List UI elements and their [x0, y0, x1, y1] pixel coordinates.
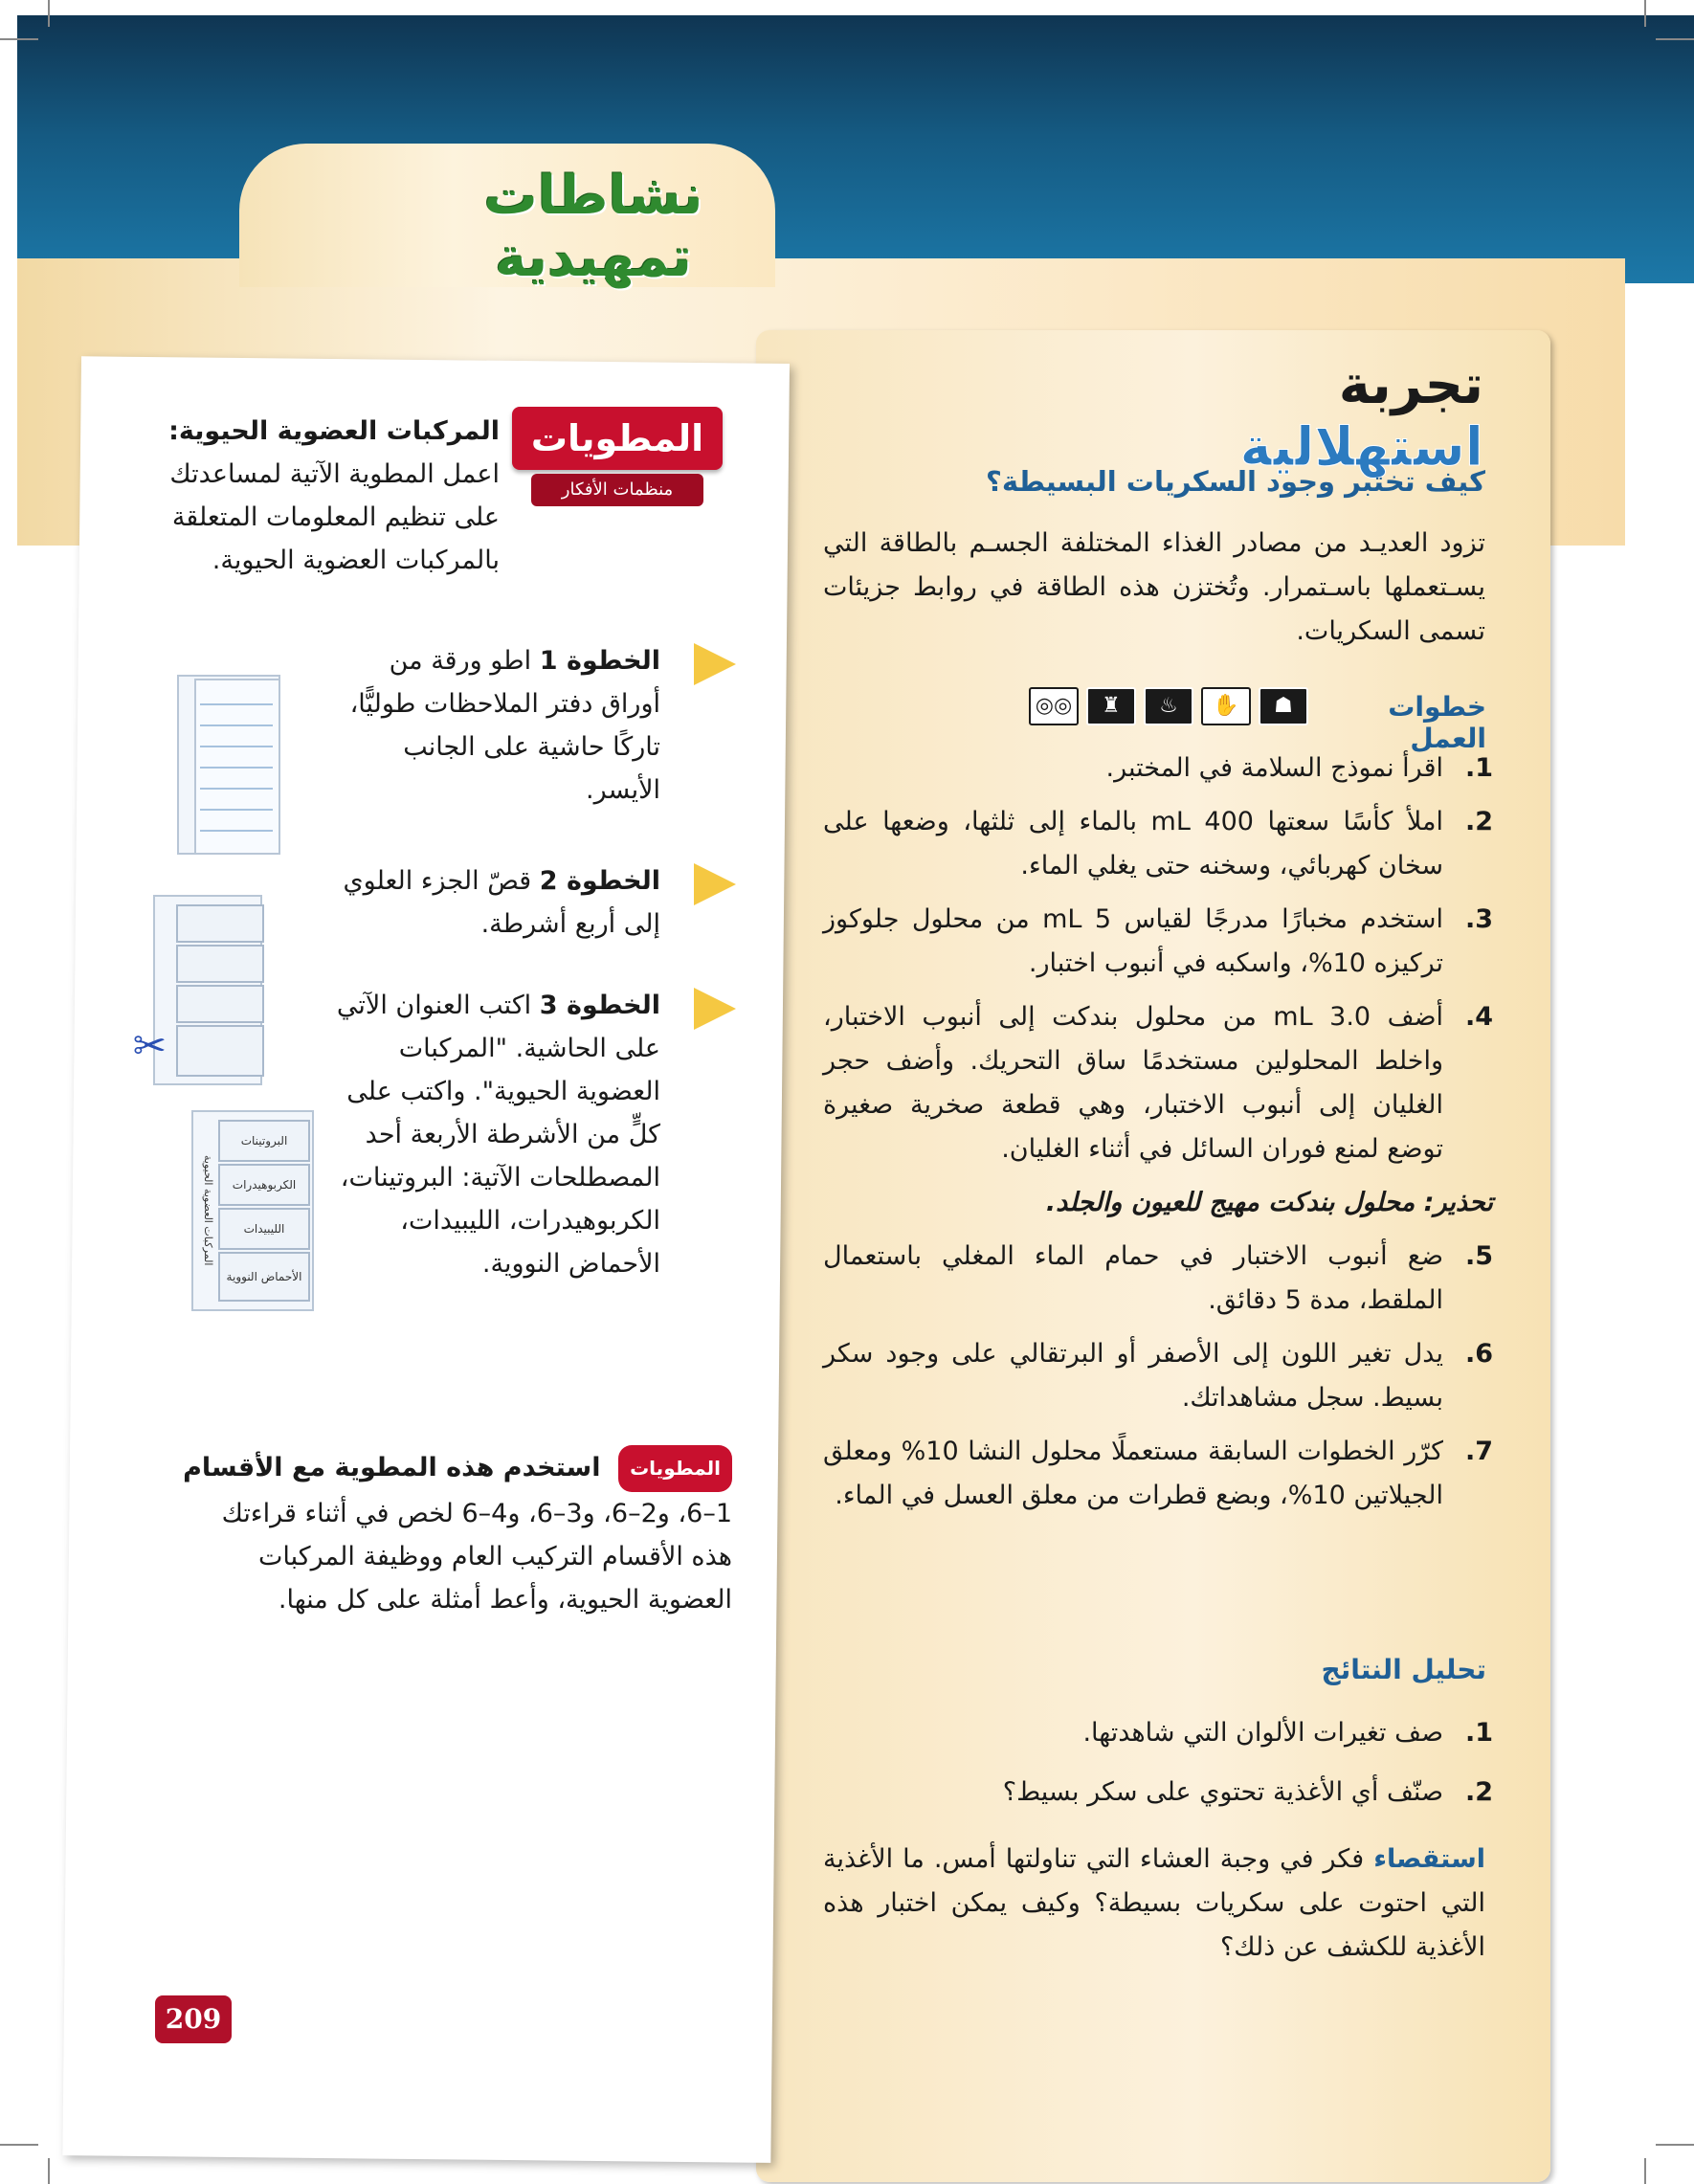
crop-mark: [48, 2158, 50, 2184]
foldable-step-2: [335, 859, 660, 946]
step-number: 3.: [1464, 904, 1493, 934]
foldables-note-badge: المطويات: [618, 1445, 732, 1492]
step-text: اقرأ نموذج السلامة في المختبر.: [1105, 753, 1443, 783]
hot-icon: ☗: [1259, 687, 1308, 725]
folded-paper-illustration: [177, 675, 282, 857]
step-label: الخطوة 3: [539, 991, 660, 1020]
tab-label: البروتينات: [218, 1120, 310, 1162]
procedure-step: [823, 995, 1493, 1171]
procedure-step: [823, 1430, 1493, 1518]
step-arrow-icon: [694, 988, 736, 1030]
note-text: 1–6، و2–6، و3–6، و4–6 لخص في أثناء قراءتك هذه الأقسام التركيب العام ووظيفة المركبات العضوية الحيوية، وأعط أمثلة على كل منها.: [221, 1499, 732, 1615]
step-number: 4.: [1464, 1002, 1493, 1032]
step-text: يدل تغير اللون إلى الأصفر أو البرتقالي على وجود سكر بسيط. سجل مشاهداتك.: [823, 1339, 1443, 1413]
lab-coat-icon: ♜: [1086, 687, 1136, 725]
crop-mark: [1656, 38, 1694, 40]
crop-mark: [1644, 2158, 1646, 2184]
analysis-list: [823, 1711, 1493, 1830]
page-number: 209: [155, 1995, 232, 2043]
procedure-step: [823, 747, 1493, 791]
step-number: 6.: [1464, 1339, 1493, 1369]
experiment-title: [1158, 354, 1483, 479]
gloves-icon: ✋: [1201, 687, 1251, 725]
step-text: أضف 3.0 mL من محلول بندكت إلى أنبوب الاختبار، واخلط المحلولين مستخدمًا ساق التحريك. وأضف حجر الغليان إلى أنبوب الاختبار، وهي قطعة صخرية صغيرة توضع لمنع فوران السائل في أثناء الغليان.: [823, 1002, 1443, 1164]
step-number: 1.: [1464, 753, 1493, 783]
tab-label: الأحماض النووية: [218, 1252, 310, 1302]
crop-mark: [0, 2144, 38, 2146]
foldables-intro: [144, 410, 500, 582]
experiment-intro: تزود العديـد من مصادر الغذاء المختلفة الجسـم بالطاقة التي يسـتعملها باسـتمرار. وتُختزن هذه الطاقة في روابط جزيئات تسمى السكريات.: [823, 528, 1485, 646]
procedure-step: [823, 1332, 1493, 1420]
analysis-item: [823, 1771, 1493, 1815]
caution-note: تحذير: محلول بندكت مهيج للعيون والجلد.: [1045, 1188, 1493, 1217]
experiment-question: كيف تختبر وجود السكريات البسيطة؟: [986, 465, 1485, 498]
step-text: استخدم مخبارًا مدرجًا لقياس 5 mL من محلول جلوكوز تركيزه 10%، واسكبه في أنبوب اختبار.: [823, 904, 1443, 978]
scissors-icon: ✂: [132, 1022, 167, 1069]
margin-label: المركبات العضوية الحيوية: [202, 1155, 214, 1266]
procedure-step: [823, 898, 1493, 986]
step-number: 5.: [1464, 1241, 1493, 1271]
analysis-text: صف تغيرات الألوان التي شاهدتها.: [1082, 1718, 1443, 1748]
step-arrow-icon: [694, 643, 736, 685]
foldables-badge-subtitle: منظمات الأفكار: [531, 474, 703, 506]
foldables-intro-text: اعمل المطوية الآتية لمساعدتك على تنظيم المعلومات المتعلقة بالمركبات العضوية الحيوية.: [169, 459, 500, 575]
step-number: 2.: [1464, 807, 1493, 836]
analysis-number: 2.: [1464, 1777, 1493, 1807]
procedure-step: [823, 800, 1493, 888]
labeled-foldable-illustration: [191, 1110, 316, 1311]
crop-mark: [1644, 0, 1646, 27]
goggles-icon: ◎◎: [1029, 687, 1079, 725]
step-text: اكتب العنوان الآتي على الحاشية. "المركبات العضوية الحيوية". واكتب على كلٍّ من الأشرطة الأربعة أحد المصطلحات الآتية: البروتينات، الكربوهيدرات، الليبيدات، الأحماض النووية.: [336, 991, 660, 1279]
note-heading: استخدم هذه المطوية مع الأقسام: [183, 1453, 601, 1482]
step-label: الخطوة 2: [539, 866, 660, 896]
cut-strips-illustration: [153, 895, 268, 1086]
safety-icons: [1029, 687, 1316, 725]
foldables-badge: [512, 407, 723, 512]
inquiry-text: فكر في وجبة العشاء التي تناولتها أمس. ما الأغذية التي احتوت على سكريات بسيطة؟ وكيف يمكن اختبار هذه الأغذية للكشف عن ذلك؟: [823, 1844, 1485, 1962]
inquiry-paragraph: [823, 1838, 1485, 1970]
experiment-title-sub: استهلالية: [1239, 416, 1483, 479]
analysis-heading: تحليل النتائج: [1321, 1654, 1486, 1685]
step-text: قصّ الجزء العلوي إلى أربع أشرطة.: [343, 866, 660, 939]
step-text: اطو ورقة من أوراق دفتر الملاحظات طوليًّا، تاركًا حاشية على الجانب الأيسر.: [349, 646, 660, 805]
foldable-step-3: [335, 984, 660, 1285]
analysis-item: [823, 1711, 1493, 1755]
inquiry-label: استقصاء: [1373, 1844, 1486, 1874]
experiment-title-main: تجربة: [1338, 354, 1483, 416]
analysis-text: صنّف أي الأغذية تحتوي على سكر بسيط؟: [1002, 1777, 1443, 1807]
tab-label: الليبيدات: [218, 1208, 310, 1250]
foldables-badge-title: المطويات: [512, 407, 723, 470]
foldables-intro-heading: المركبات العضوية الحيوية:: [168, 416, 500, 446]
flame-icon: ♨: [1144, 687, 1193, 725]
step-label: الخطوة 1: [539, 646, 660, 676]
foldable-step-1: [335, 639, 660, 812]
analysis-number: 1.: [1464, 1718, 1493, 1748]
step-arrow-icon: [694, 863, 736, 905]
step-text: كرّر الخطوات السابقة مستعملًا محلول النشا 10% ومعلق الجيلاتين 10%، وبضع قطرات من معلق العسل في الماء.: [823, 1437, 1443, 1510]
page-title: نشاطات تمهيدية: [483, 165, 703, 289]
foldables-usage-note: [177, 1445, 732, 1621]
step-text: املأ كأسًا سعتها 400 mL بالماء إلى ثلثها، وضعها على سخان كهربائي، وسخنه حتى يغلي الماء.: [823, 807, 1443, 880]
crop-mark: [1656, 2144, 1694, 2146]
tab-label: الكربوهيدرات: [218, 1164, 310, 1206]
procedure-heading: خطوات العمل: [1388, 691, 1486, 754]
procedure-steps: [823, 747, 1493, 1527]
crop-mark: [48, 0, 50, 27]
procedure-step: [823, 1235, 1493, 1323]
step-number: 7.: [1464, 1437, 1493, 1466]
step-text: ضع أنبوب الاختبار في حمام الماء المغلي باستعمال الملقط، مدة 5 دقائق.: [823, 1241, 1443, 1315]
crop-mark: [0, 38, 38, 40]
